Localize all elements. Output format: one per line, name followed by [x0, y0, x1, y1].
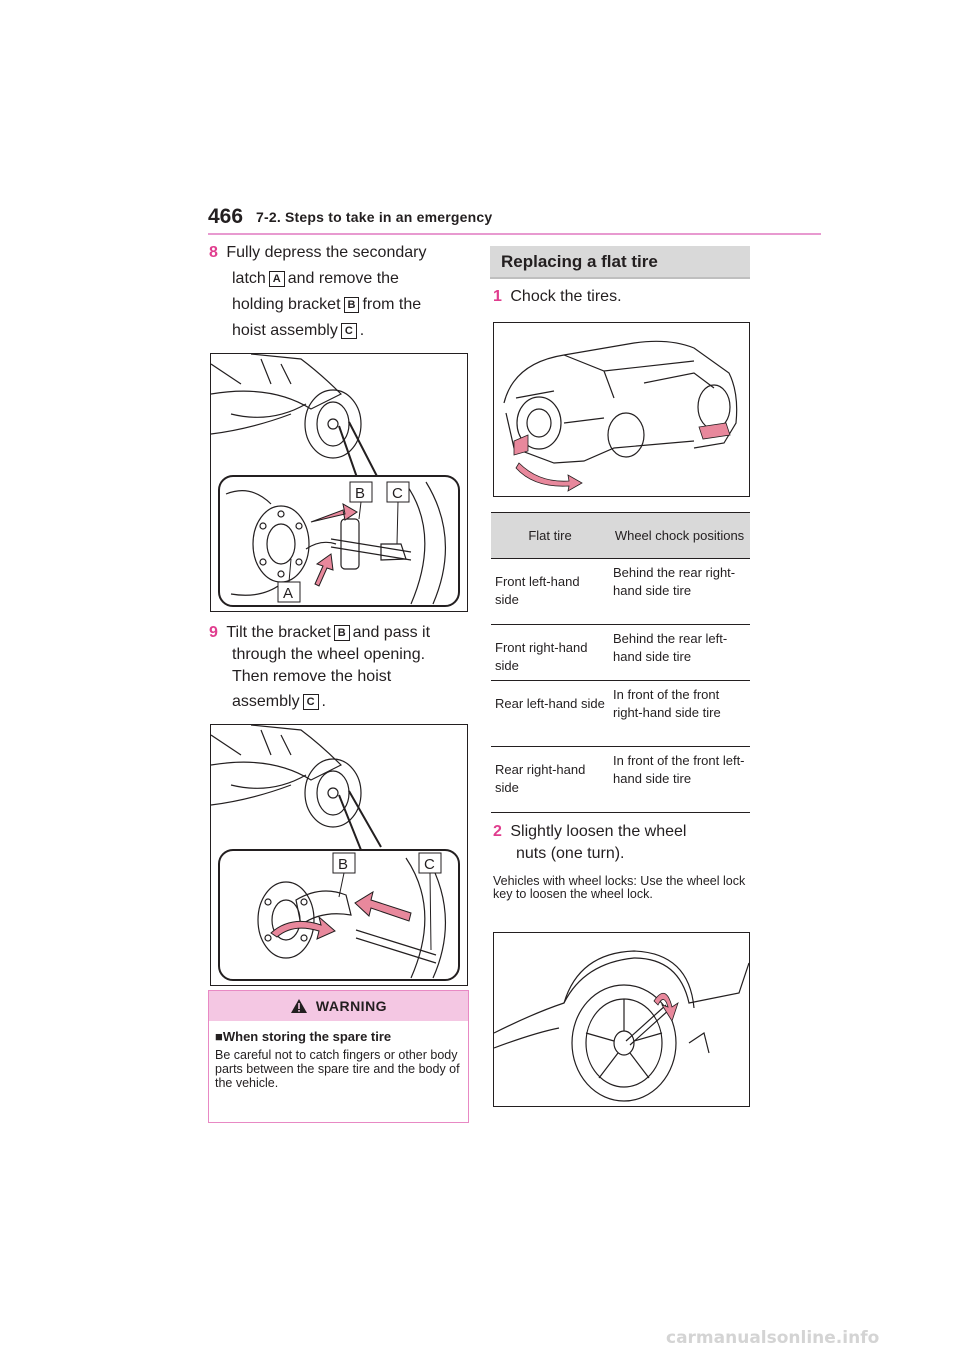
hoist-removal-illustration — [211, 725, 467, 985]
suv-illustration — [494, 323, 749, 496]
figure-loosen-nuts — [493, 932, 750, 1107]
figure-chock-tires — [493, 322, 750, 497]
label-c-box: C — [341, 323, 357, 339]
warning-body: Be careful not to catch fingers or other body parts between the spare tire and the body of the vehicle. — [215, 1048, 460, 1090]
callout-b2: B — [338, 856, 349, 873]
callout-a: A — [283, 585, 294, 602]
chock-front-icon — [514, 435, 528, 455]
figure-hoist-latch — [210, 353, 468, 612]
warning-subtitle: ■When storing the spare tire — [215, 1029, 392, 1044]
table-header-row — [491, 513, 750, 559]
step-1-number: 1 — [493, 288, 502, 305]
step-2: 2 Slightly loosen the wheel — [493, 823, 687, 840]
page-number: 466 — [208, 205, 244, 228]
label-b-box: B — [344, 297, 360, 313]
chock-rear-icon — [699, 423, 730, 439]
chapter-title: 7-2. Steps to take in an emergency — [256, 209, 493, 225]
label-a-box: A — [269, 271, 285, 287]
table-row: Rear right-hand side In front of the front left-hand side tire — [491, 747, 750, 813]
chock-table — [491, 512, 750, 813]
table-row: Front left-hand side Behind the rear right-hand side tire — [491, 559, 750, 625]
warning-triangle-icon — [290, 994, 308, 1024]
step-2-number: 2 — [493, 823, 502, 840]
callout-c2: C — [424, 856, 435, 873]
warning-header: WARNING — [209, 991, 468, 1021]
step-8: 8 Fully depress the secondary — [209, 244, 427, 261]
wheel-wrench-illustration — [494, 933, 749, 1106]
wheel-lock-note: Vehicles with wheel locks: Use the wheel lock key to loosen the wheel lock. — [493, 874, 746, 901]
step-1: 1 Chock the tires. — [493, 288, 622, 305]
table-row: Front right-hand side Behind the rear left-hand side tire — [491, 625, 750, 681]
step-9-number: 9 — [209, 624, 218, 641]
step-9: 9 Tilt the bracket B and pass it — [209, 624, 431, 641]
callout-c: C — [392, 485, 403, 502]
callout-b: B — [355, 485, 366, 502]
header-flat-tire: Flat tire — [491, 513, 609, 559]
header-rule — [208, 233, 821, 235]
step-8-number: 8 — [209, 244, 218, 261]
chock-table-wrap — [491, 512, 750, 813]
arrow-indicator-icon — [516, 463, 582, 491]
header-chock-positions: Wheel chock positions — [609, 513, 750, 559]
warning-box — [208, 990, 469, 1123]
footer-watermark: carmanualsonline.info — [666, 1328, 880, 1348]
rotate-arrow-icon — [654, 993, 678, 1021]
figure-hoist-removal — [210, 724, 468, 986]
hoist-latch-illustration — [211, 354, 467, 611]
section-title: Replacing a flat tire — [490, 246, 750, 279]
table-row: Rear left-hand side In front of the front right-hand side tire — [491, 681, 750, 747]
